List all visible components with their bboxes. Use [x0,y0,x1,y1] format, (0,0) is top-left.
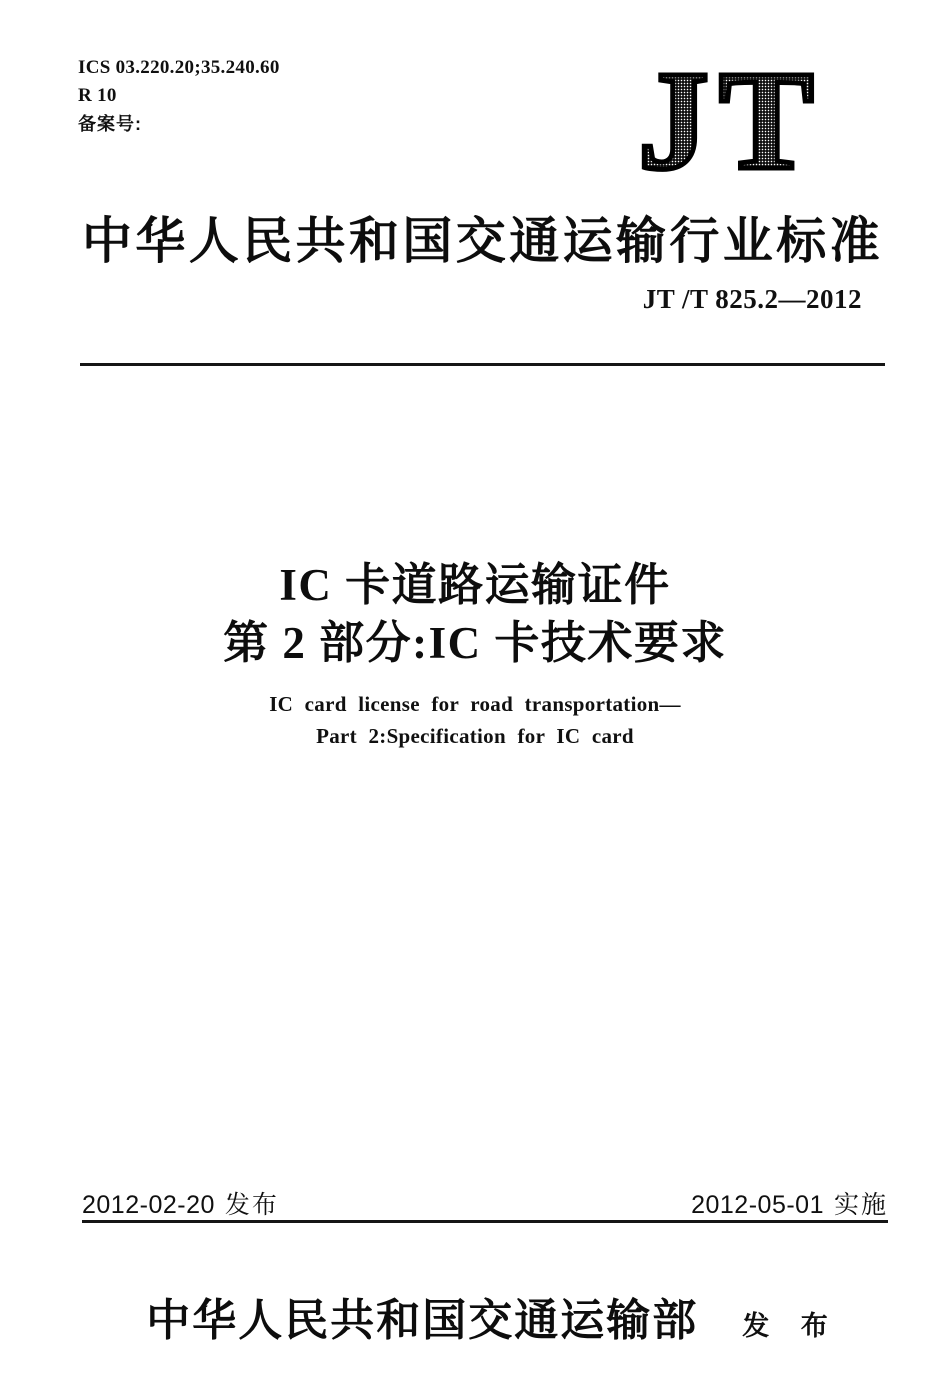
publisher-row [0,1284,950,1348]
standard-number: JT /T 825.2—2012 [642,284,862,314]
publisher-action-label: 发 布 [742,1311,840,1341]
document-title-en-line2: Part 2:Specification for IC card [316,724,634,748]
document-title-en-line1: IC card license for road transportation— [269,692,681,716]
implement-date-group [691,1185,888,1221]
jt-logo-icon [634,41,846,199]
implement-date: 2012-05-01 [691,1191,824,1219]
doc-class-code: R 10 [78,85,117,106]
jt-logo-text: JT [638,41,824,199]
jt-logo [634,41,846,199]
top-divider-rule [80,363,885,366]
standard-type-heading: 中华人民共和国交通运输行业标准 [82,213,883,269]
implement-date-label: 实施 [833,1191,888,1219]
publisher-name: 中华人民共和国交通运输部 [146,1296,699,1345]
record-number-label: 备案号: [78,114,142,134]
document-title-zh-line1: IC 卡道路运输证件 [279,560,671,610]
release-date-label: 发布 [224,1191,279,1219]
release-date-group [82,1185,279,1221]
dates-row [82,1185,888,1221]
ics-code: ICS 03.220.20;35.240.60 [78,57,280,78]
document-title-zh-line2: 第 2 部分:IC 卡技术要求 [223,618,727,668]
release-date: 2012-02-20 [82,1191,215,1219]
bottom-divider-rule [82,1220,888,1223]
classification-block [78,54,280,139]
